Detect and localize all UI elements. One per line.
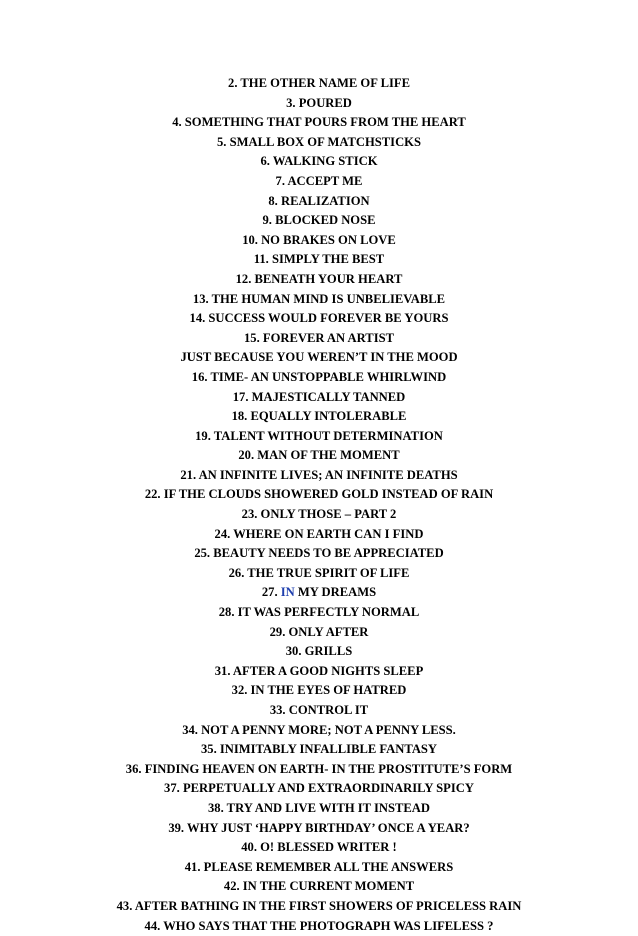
toc-entry: 23. ONLY THOSE – PART 2 xyxy=(241,507,397,522)
toc-entry: 17. MAJESTICALLY TANNED xyxy=(232,389,406,404)
toc-entry: 21. AN INFINITE LIVES; AN INFINITE DEATHS xyxy=(180,467,458,482)
toc-entry: 16. TIME- AN UNSTOPPABLE WHIRLWIND xyxy=(191,369,447,384)
toc-entry: 13. THE HUMAN MIND IS UNBELIEVABLE xyxy=(192,291,446,306)
toc-entry: 31. AFTER A GOOD NIGHTS SLEEP xyxy=(214,663,424,678)
toc-entry: 33. CONTROL IT xyxy=(269,703,369,717)
toc-entry: 41. PLEASE REMEMBER ALL THE ANSWERS xyxy=(184,859,454,874)
toc-entry: 12. BENEATH YOUR HEART xyxy=(235,271,403,286)
toc-entry-number: 27. xyxy=(261,585,281,600)
toc-entry: 6. WALKING STICK xyxy=(260,154,378,169)
toc-entry: 28. IT WAS PERFECTLY NORMAL xyxy=(218,605,420,620)
toc-entry: 7. ACCEPT ME xyxy=(275,173,363,188)
toc-entry: 18. EQUALLY INTOLERABLE xyxy=(231,409,407,424)
toc-entry-highlight: IN xyxy=(280,585,295,600)
toc-entry: 42. IN THE CURRENT MOMENT xyxy=(223,879,415,894)
toc-entry: 44. WHO SAYS THAT THE PHOTOGRAPH WAS LIFELESS ? xyxy=(144,918,494,933)
toc-entry: 43. AFTER BATHING IN THE FIRST SHOWERS OF PRICELESS RAIN xyxy=(116,898,522,913)
toc-entry: 2. THE OTHER NAME OF LIFE xyxy=(228,76,410,90)
toc-entry-text: MY DREAMS xyxy=(294,585,377,600)
toc-entry: 8. REALIZATION xyxy=(268,193,370,208)
toc-entry: 3. POURED xyxy=(286,95,352,110)
toc-entry: 29. ONLY AFTER xyxy=(269,624,369,639)
toc-entry: 39. WHY JUST ‘HAPPY BIRTHDAY’ ONCE A YEAR? xyxy=(168,820,470,835)
toc-entry: 9. BLOCKED NOSE xyxy=(262,213,376,228)
toc-entry: 20. MAN OF THE MOMENT xyxy=(238,448,400,463)
toc-entry: 37. PERPETUALLY AND EXTRAORDINARILY SPICY xyxy=(164,781,474,796)
toc-entry: 5. SMALL BOX OF MATCHSTICKS xyxy=(217,134,421,149)
toc-entry: 4. SOMETHING THAT POURS FROM THE HEART xyxy=(172,115,466,130)
toc-entry: 40. O! BLESSED WRITER ! xyxy=(241,840,397,855)
toc-entry: 10. NO BRAKES ON LOVE xyxy=(242,232,396,247)
toc-entry: 38. TRY AND LIVE WITH IT INSTEAD xyxy=(208,800,430,815)
toc-entry: 26. THE TRUE SPIRIT OF LIFE xyxy=(228,565,410,580)
toc-entry xyxy=(0,583,638,603)
toc-entry: 22. IF THE CLOUDS SHOWERED GOLD INSTEAD OF RAIN xyxy=(144,487,494,502)
table-of-contents xyxy=(0,74,638,936)
toc-entry: 30. GRILLS xyxy=(285,644,353,659)
toc-entry: 35. INIMITABLY INFALLIBLE FANTASY xyxy=(200,742,438,757)
toc-entry: 34. NOT A PENNY MORE; NOT A PENNY LESS. xyxy=(182,722,456,737)
toc-entry: JUST BECAUSE YOU WEREN’T IN THE MOOD xyxy=(180,350,458,365)
toc-entry: 25. BEAUTY NEEDS TO BE APPRECIATED xyxy=(194,546,444,561)
toc-entry: 32. IN THE EYES OF HATRED xyxy=(231,683,407,698)
toc-entry: 14. SUCCESS WOULD FOREVER BE YOURS xyxy=(189,311,449,326)
toc-entry: 11. SIMPLY THE BEST xyxy=(253,252,385,267)
toc-entry: 19. TALENT WITHOUT DETERMINATION xyxy=(195,428,443,443)
toc-entry: 36. FINDING HEAVEN ON EARTH- IN THE PROSTITUTE’S FORM xyxy=(125,761,513,776)
toc-entry: 24. WHERE ON EARTH CAN I FIND xyxy=(214,526,424,541)
toc-entry: 15. FOREVER AN ARTIST xyxy=(243,330,394,345)
